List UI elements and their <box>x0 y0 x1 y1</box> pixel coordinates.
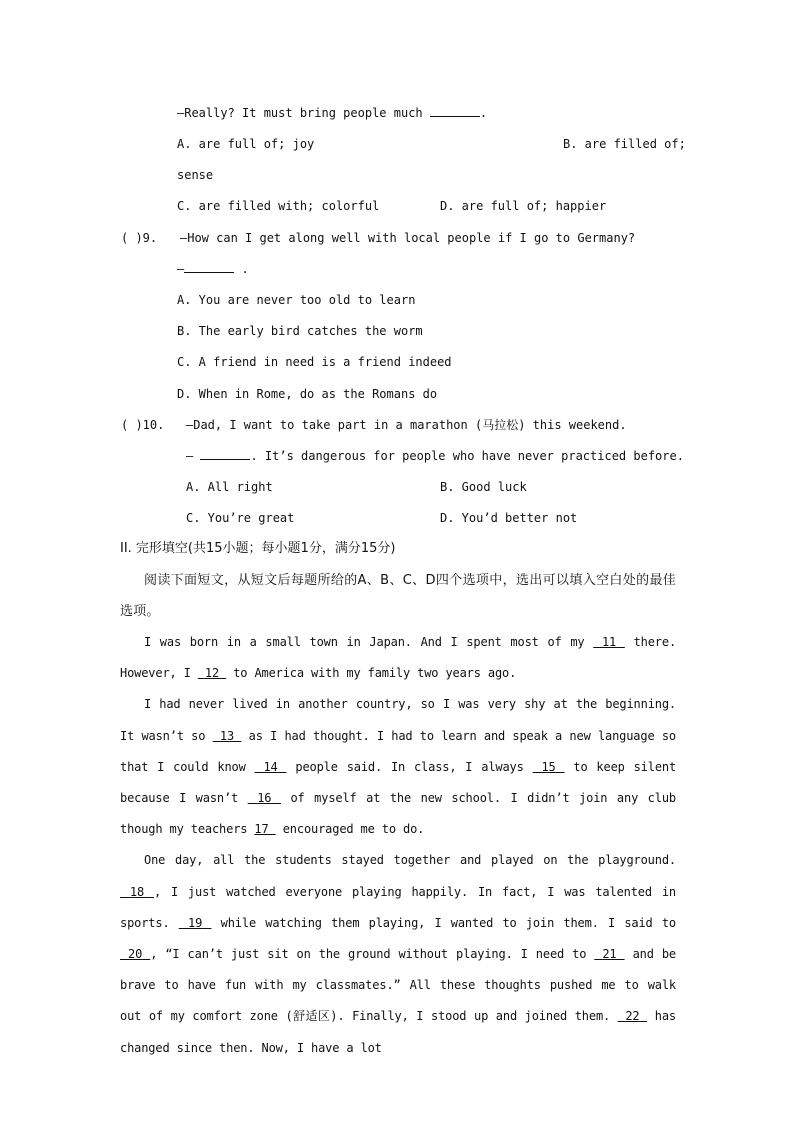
q9-option-c: C. A friend in need is a friend indeed <box>177 355 452 369</box>
q9-option-d: D. When in Rome, do as the Romans do <box>177 387 438 401</box>
q9-answer-end: . <box>241 262 249 276</box>
blank-22 <box>618 1009 647 1023</box>
blank-11 <box>593 635 625 649</box>
p2-text-1: I had never lived in another country, so I was very shy at the beginning. It wasn’t so <box>120 697 676 743</box>
p1-text-1: I was born in a small town in Japan. And I spent most of my <box>144 635 594 649</box>
p3-text-2: , I just watched everyone playing happily. In fact, I was talented in sports. <box>120 884 677 930</box>
q9-answer-line <box>177 261 249 277</box>
blank-18 <box>120 885 154 899</box>
q8-option-c: C. are filled with; colorful <box>177 199 380 213</box>
q10-option-a: A. All right <box>186 480 273 494</box>
p2-text-6: encouraged me to do. <box>275 822 425 837</box>
q8-reply-text: —Really? It must bring people much <box>177 106 423 120</box>
instruction-text: 阅读下面短文，从短文后每题所给的A、B、C、D四个选项中，选出可以填入空白处的最佳选项。 <box>120 573 676 619</box>
cloze-passage <box>120 627 676 1064</box>
blank-12-num: 12 <box>204 666 220 681</box>
p2-text-4: to keep silent because I wasn’t <box>120 759 677 806</box>
q8-option-d: D. are full of; happier <box>440 199 607 213</box>
q9-option-b: B. The early bird catches the worm <box>177 324 423 338</box>
q10-question: —Dad, I want to take part in a marathon (马拉松) this weekend. <box>186 418 627 432</box>
q8-reply <box>177 105 487 121</box>
q10-answer-text: . It’s dangerous for people who have never practiced before. <box>250 449 684 463</box>
blank-15 <box>533 760 565 774</box>
q10-option-b: B. Good luck <box>440 480 527 494</box>
p2-text-2: as I had thought. I had to learn and speak a new language so that I could know <box>120 728 676 774</box>
p1-text-2: there. However, I <box>120 635 677 681</box>
blank-16 <box>248 791 281 805</box>
blank-15-num: 15 <box>541 759 556 774</box>
q10-blank <box>200 448 250 460</box>
q8-option-b-wrap: sense <box>177 168 214 182</box>
blank-20-num: 20 <box>128 947 143 962</box>
blank-18-num: 18 <box>129 884 145 899</box>
blank-14-num: 14 <box>263 759 278 774</box>
p3-text-3: while watching them playing, I wanted to join them. I said to <box>211 915 676 930</box>
blank-11-num: 11 <box>601 635 617 649</box>
q8-blank <box>430 105 480 117</box>
blank-21-num: 21 <box>602 947 617 962</box>
section-heading: II. 完形填空(共15小题；每小题1分，满分15分) <box>120 541 396 556</box>
blank-19 <box>179 916 212 930</box>
paragraph-2 <box>120 689 676 845</box>
q10-dash: — <box>186 449 194 463</box>
blank-12 <box>198 666 226 680</box>
blank-17-num: 17 <box>254 822 269 837</box>
p3-text-1: One day, all the students stayed together and played on the playground. <box>144 853 676 868</box>
q8-reply-end: . <box>479 106 488 120</box>
blank-13-num: 13 <box>219 728 235 743</box>
blank-22-num: 22 <box>625 1009 640 1024</box>
q8-option-b: B. are filled of; <box>563 137 686 151</box>
blank-21 <box>594 947 624 961</box>
q9-option-a: A. You are never too old to learn <box>177 293 416 307</box>
q10-option-c: C. You’re great <box>186 511 295 525</box>
q10-number: ( )10. <box>121 418 165 432</box>
blank-14 <box>255 760 287 774</box>
blank-16-num: 16 <box>257 791 272 806</box>
blank-20 <box>120 947 150 961</box>
q9-number: ( )9. <box>121 231 158 245</box>
paragraph-1 <box>120 627 676 689</box>
p3-text-5: and be brave to have fun with my classmates.” All these thoughts pushed me to walk out of my comfort zone (舒适区). Finally, I stood up and joined them. <box>120 947 677 1024</box>
p2-text-5: of myself at the new school. I didn’t join any club though my teachers <box>120 791 676 837</box>
blank-13 <box>213 729 242 743</box>
blank-17 <box>254 822 275 836</box>
p1-text-3: to America with my family two years ago. <box>226 666 517 681</box>
blank-19-num: 19 <box>188 915 203 930</box>
q8-option-a: A. are full of; joy <box>177 137 315 151</box>
p3-text-4: , “I can’t just sit on the ground without playing. I need to <box>150 947 595 962</box>
paragraph-3 <box>120 845 676 1063</box>
q9-question: —How can I get along well with local people if I go to Germany? <box>180 231 636 245</box>
q9-dash: — <box>177 262 185 276</box>
p3-text-6: has changed since then. Now, I have a lot <box>120 1009 677 1055</box>
section-instruction <box>120 565 676 627</box>
q10-option-d: D. You’d better not <box>440 511 578 525</box>
q10-answer-line <box>186 448 684 464</box>
p2-text-3: people said. In class, I always <box>286 759 533 774</box>
q9-blank <box>184 261 234 273</box>
